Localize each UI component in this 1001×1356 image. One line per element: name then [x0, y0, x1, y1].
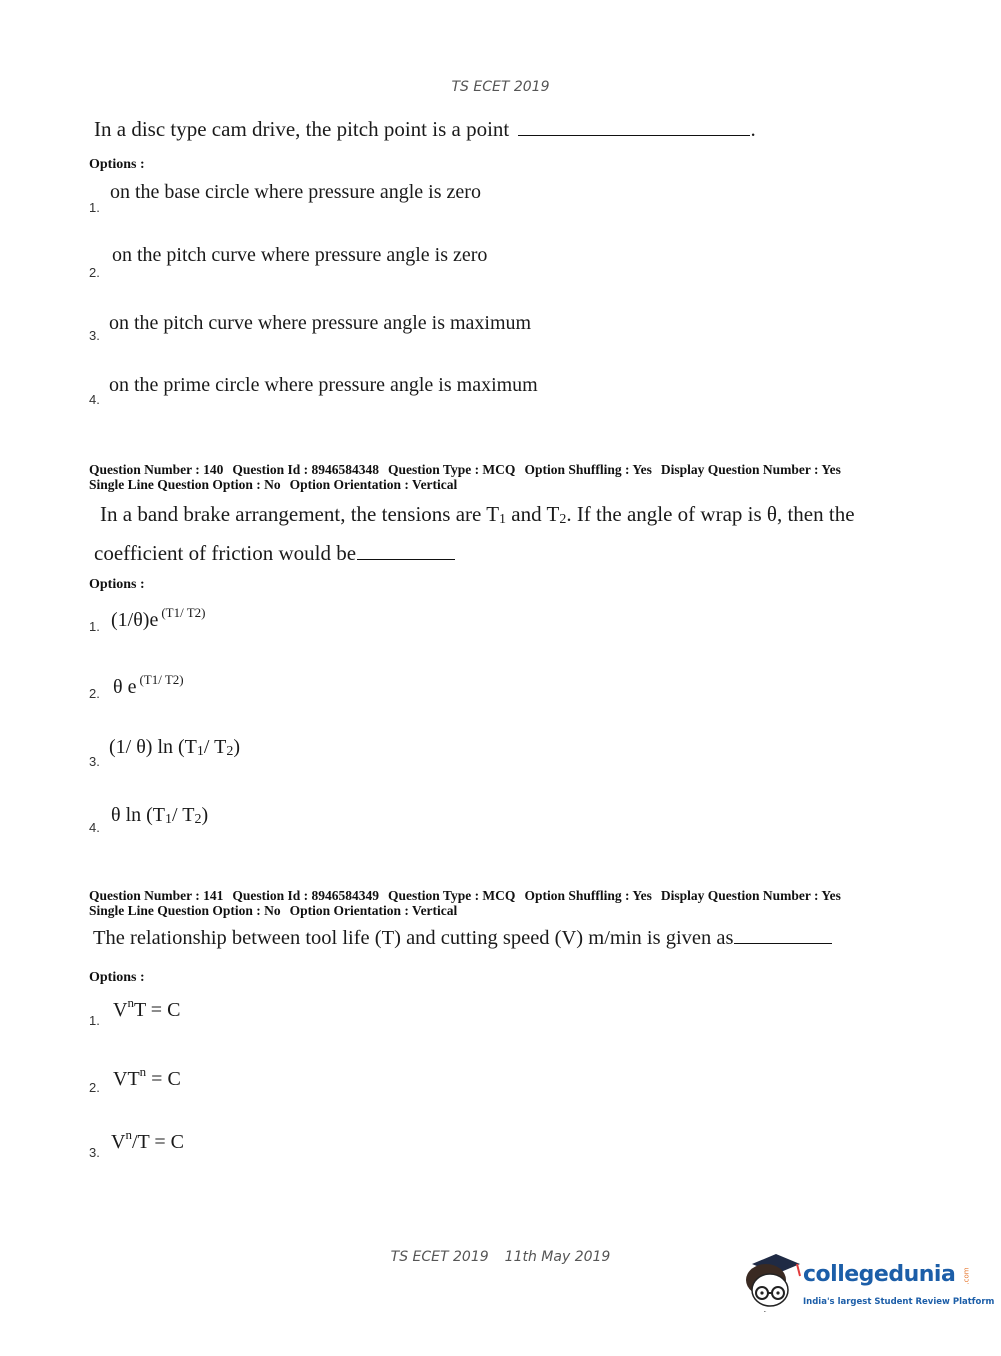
question-meta-line-2	[89, 903, 466, 918]
meta-question-id: Question Id : 8946584349	[232, 888, 380, 903]
meta-display-number: Display Question Number : Yes	[660, 462, 841, 477]
subscript: 2	[194, 812, 202, 827]
formula-part: /T = C	[131, 1131, 184, 1153]
superscript: (T1/ T2)	[161, 605, 206, 620]
question-text	[93, 927, 832, 950]
question-text	[94, 117, 756, 142]
formula-part: VT	[113, 1068, 140, 1090]
meta-single-line-option: Single Line Question Option : No	[89, 477, 281, 492]
option-number: 1.	[89, 200, 100, 215]
option-text: on the pitch curve where pressure angle is maximum	[109, 312, 532, 334]
question-text-content: In a disc type cam drive, the pitch point is a point	[94, 117, 510, 141]
option-formula	[113, 672, 184, 699]
meta-question-type: Question Type : MCQ	[388, 462, 516, 477]
formula-part: )	[201, 804, 209, 826]
formula-part: = C	[146, 1068, 181, 1090]
option-text: on the pitch curve where pressure angle is zero	[112, 244, 488, 266]
option-number: 4.	[89, 392, 100, 407]
option-number: 1.	[89, 619, 100, 634]
question-text-line-2	[94, 541, 455, 566]
option-formula	[109, 736, 240, 760]
subscript: 2	[559, 512, 567, 527]
option-text: on the prime circle where pressure angle is maximum	[109, 374, 538, 396]
question-text-part: and T	[506, 502, 560, 526]
formula-part: / T	[203, 736, 227, 758]
meta-option-orientation: Option Orientation : Vertical	[289, 903, 458, 918]
question-text-content: The relationship between tool life (T) and cutting speed (V) m/min is given as	[93, 927, 734, 949]
option-formula	[113, 995, 180, 1022]
meta-option-shuffling: Option Shuffling : Yes	[524, 462, 652, 477]
question-meta-line-2	[89, 477, 466, 492]
formula-part: θ ln (T	[111, 804, 166, 826]
superscript: n	[139, 1064, 147, 1079]
formula-base: (1/θ)e	[111, 609, 159, 631]
option-number: 3.	[89, 1145, 100, 1160]
option-formula	[113, 1064, 181, 1091]
meta-option-orientation: Option Orientation : Vertical	[289, 477, 458, 492]
option-formula	[111, 1127, 184, 1154]
meta-display-number: Display Question Number : Yes	[660, 888, 841, 903]
question-text-part: In a band brake arrangement, the tensions are T	[100, 502, 500, 526]
option-number: 2.	[89, 265, 100, 280]
superscript: n	[127, 995, 134, 1010]
formula-part: )	[233, 736, 240, 758]
formula-part: T = C	[133, 999, 181, 1021]
subscript: 1	[499, 512, 507, 527]
meta-question-type: Question Type : MCQ	[388, 888, 516, 903]
question-meta-line-1	[89, 462, 850, 477]
option-formula	[111, 804, 208, 828]
answer-blank	[357, 558, 455, 560]
superscript: n	[125, 1127, 132, 1142]
question-end-punct: .	[750, 117, 756, 141]
option-number: 1.	[89, 1013, 100, 1028]
brand-logo-com: .com	[962, 1267, 971, 1285]
subscript: 2	[226, 744, 234, 759]
option-number: 2.	[89, 686, 100, 701]
superscript: (T1/ T2)	[139, 672, 184, 687]
formula-part: V	[111, 1131, 126, 1153]
formula-part: / T	[172, 804, 195, 826]
subscript: 1	[165, 812, 173, 827]
page-header: TS ECET 2019	[451, 79, 550, 95]
question-text-part: . If the angle of wrap is θ, then the	[566, 502, 855, 526]
question-text-part: coefficient of friction would be	[94, 541, 357, 565]
meta-single-line-option: Single Line Question Option : No	[89, 903, 281, 918]
options-label: Options :	[89, 577, 145, 592]
question-meta-line-1	[89, 888, 850, 903]
option-formula	[111, 605, 206, 632]
option-number: 3.	[89, 754, 100, 769]
footer-exam: TS ECET 2019	[390, 1249, 489, 1265]
formula-part: V	[113, 999, 128, 1021]
meta-question-number: Question Number : 141	[89, 888, 224, 903]
footer-date: 11th May 2019	[504, 1249, 611, 1265]
formula-base: θ e	[113, 676, 137, 698]
option-number: 2.	[89, 1080, 100, 1095]
options-label: Options :	[89, 157, 145, 172]
option-number: 4.	[89, 820, 100, 835]
option-number: 3.	[89, 328, 100, 343]
formula-part: (1/ θ) ln (T	[109, 736, 197, 758]
meta-question-number: Question Number : 140	[89, 462, 224, 477]
brand-logo-text: collegedunia	[803, 1262, 956, 1287]
options-label: Options :	[89, 970, 145, 985]
option-text: on the base circle where pressure angle is zero	[110, 181, 481, 203]
subscript: 1	[196, 744, 204, 759]
question-text	[100, 502, 855, 528]
answer-blank	[734, 942, 832, 944]
answer-blank	[518, 134, 750, 136]
brand-tagline: India's largest Student Review Platform	[803, 1297, 995, 1307]
meta-option-shuffling: Option Shuffling : Yes	[524, 888, 652, 903]
meta-question-id: Question Id : 8946584348	[232, 462, 380, 477]
